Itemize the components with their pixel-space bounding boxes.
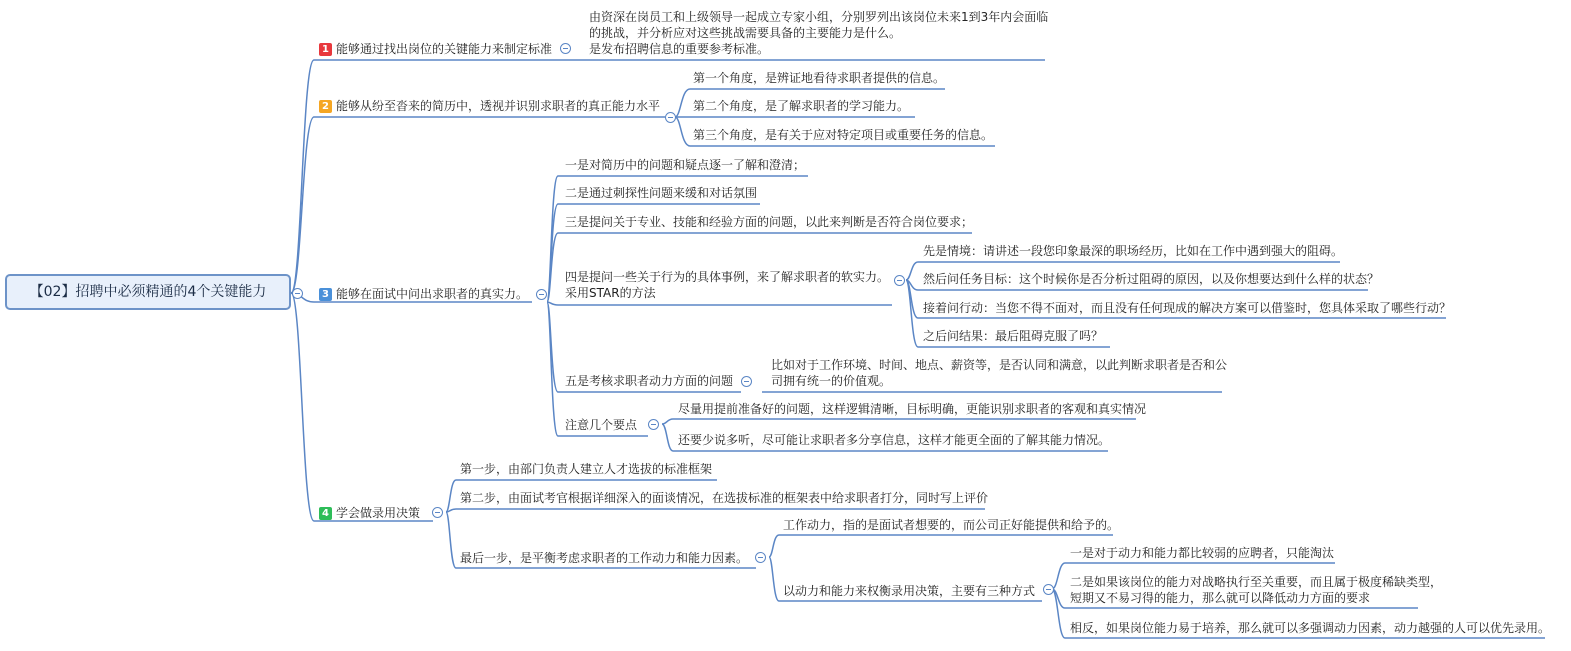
collapse-icon[interactable] (1043, 584, 1054, 595)
branch-1-detail[interactable] (589, 9, 1048, 57)
branch-3-item[interactable]: 一是对简历中的问题和疑点逐一了解和澄清； (565, 158, 806, 172)
collapse-icon[interactable] (648, 419, 659, 430)
star-item[interactable]: 先是情境：请讲述一段您印象最深的职场经历，比如在工作中遇到强大的阻碍。 (923, 244, 1344, 258)
branch-3-label: 能够在面试中问出求职者的真实力。 (336, 287, 529, 301)
way-item[interactable] (1070, 574, 1442, 606)
note-item[interactable]: 还要少说多听，尽可能让求职者多分享信息，这样才能更全面的了解其能力情况。 (678, 433, 1111, 447)
branch-1-label: 能够通过找出岗位的关键能力来制定标准 (336, 42, 553, 56)
branch-3[interactable] (319, 286, 528, 302)
step3-sub[interactable]: 以动力和能力来权衡录用决策，主要有三种方式 (783, 584, 1036, 598)
branch-1[interactable] (319, 41, 552, 57)
item-line: 四是提问一些关于行为的具体事例，来了解求职者的软实力。 (565, 270, 890, 284)
detail-line: 司拥有统一的价值观。 (771, 374, 892, 388)
collapse-icon[interactable] (432, 507, 443, 518)
branch-2-item[interactable]: 第一个角度，是辨证地看待求职者提供的信息。 (693, 71, 946, 85)
collapse-icon[interactable] (741, 376, 752, 387)
branch-3-item-star[interactable] (565, 269, 889, 301)
root-topic[interactable]: 【02】招聘中必须精通的4个关键能力 (5, 274, 291, 310)
detail-line: 是发布招聘信息的重要参考标准。 (589, 42, 770, 56)
detail-line: 的挑战，并分析应对这些挑战需要具备的主要能力是什么。 (589, 26, 902, 40)
collapse-icon[interactable] (292, 288, 303, 299)
star-item[interactable]: 之后问结果：最后阻碍克服了吗？ (923, 329, 1104, 343)
way-item[interactable]: 一是对于动力和能力都比较弱的应聘者，只能淘汰 (1070, 546, 1335, 560)
collapse-icon[interactable] (755, 552, 766, 563)
priority-2-icon: 2 (319, 100, 332, 113)
way-line: 短期又不易习得的能力，那么就可以降低动力方面的要求 (1070, 591, 1371, 605)
item5-detail[interactable] (771, 357, 1227, 389)
branch-4[interactable] (319, 505, 420, 521)
item-line: 采用STAR的方法 (565, 286, 656, 300)
priority-1-icon: 1 (319, 43, 332, 56)
collapse-icon[interactable] (894, 275, 905, 286)
branch-4-step[interactable]: 第一步，由部门负责人建立人才选拔的标准框架 (460, 462, 713, 476)
star-item[interactable]: 然后问任务目标：这个时候你是否分析过阻碍的原因，以及你想要达到什么样的状态？ (923, 272, 1380, 286)
branch-3-item[interactable]: 三是提问关于专业、技能和经验方面的问题，以此来判断是否符合岗位要求； (565, 215, 974, 229)
detail-line: 由资深在岗员工和上级领导一起成立专家小组，分别罗列出该岗位未来1到3年内会面临 (589, 10, 1049, 24)
way-item[interactable]: 相反，如果岗位能力易于培养，那么就可以多强调动力因素，动力越强的人可以优先录用。 (1070, 621, 1551, 635)
notes-label[interactable]: 注意几个要点 (565, 418, 638, 432)
priority-3-icon: 3 (319, 288, 332, 301)
collapse-icon[interactable] (536, 289, 547, 300)
collapse-icon[interactable] (560, 43, 571, 54)
branch-4-step[interactable]: 最后一步，是平衡考虑求职者的工作动力和能力因素。 (460, 551, 749, 565)
branch-4-step[interactable]: 第二步，由面试考官根据详细深入的面谈情况，在选拔标准的框架表中给求职者打分，同时写上评价 (460, 491, 989, 505)
branch-4-label: 学会做录用决策 (336, 506, 421, 520)
branch-2-item[interactable]: 第二个角度，是了解求职者的学习能力。 (693, 99, 910, 113)
branch-3-item[interactable]: 五是考核求职者动力方面的问题 (565, 374, 734, 388)
branch-2-label: 能够从纷至沓来的简历中，透视并识别求职者的真正能力水平 (336, 99, 661, 113)
priority-4-icon: 4 (319, 507, 332, 520)
note-item[interactable]: 尽量用提前准备好的问题，这样逻辑清晰，目标明确，更能识别求职者的客观和真实情况 (678, 402, 1147, 416)
detail-line: 比如对于工作环境、时间、地点、薪资等，是否认同和满意，以此判断求职者是否和公 (771, 358, 1228, 372)
branch-3-item[interactable]: 二是通过刺探性问题来缓和对话氛围 (565, 186, 758, 200)
collapse-icon[interactable] (665, 112, 676, 123)
branch-2[interactable] (319, 98, 660, 114)
way-line: 二是如果该岗位的能力对战略执行至关重要，而且属于极度稀缺类型， (1070, 575, 1443, 589)
star-item[interactable]: 接着问行动：当您不得不面对，而且没有任何现成的解决方案可以借鉴时，您具体采取了哪些行动？ (923, 301, 1452, 315)
step3-sub[interactable]: 工作动力，指的是面试者想要的，而公司正好能提供和给予的。 (783, 518, 1120, 532)
branch-2-item[interactable]: 第三个角度，是有关于应对特定项目或重要任务的信息。 (693, 128, 994, 142)
